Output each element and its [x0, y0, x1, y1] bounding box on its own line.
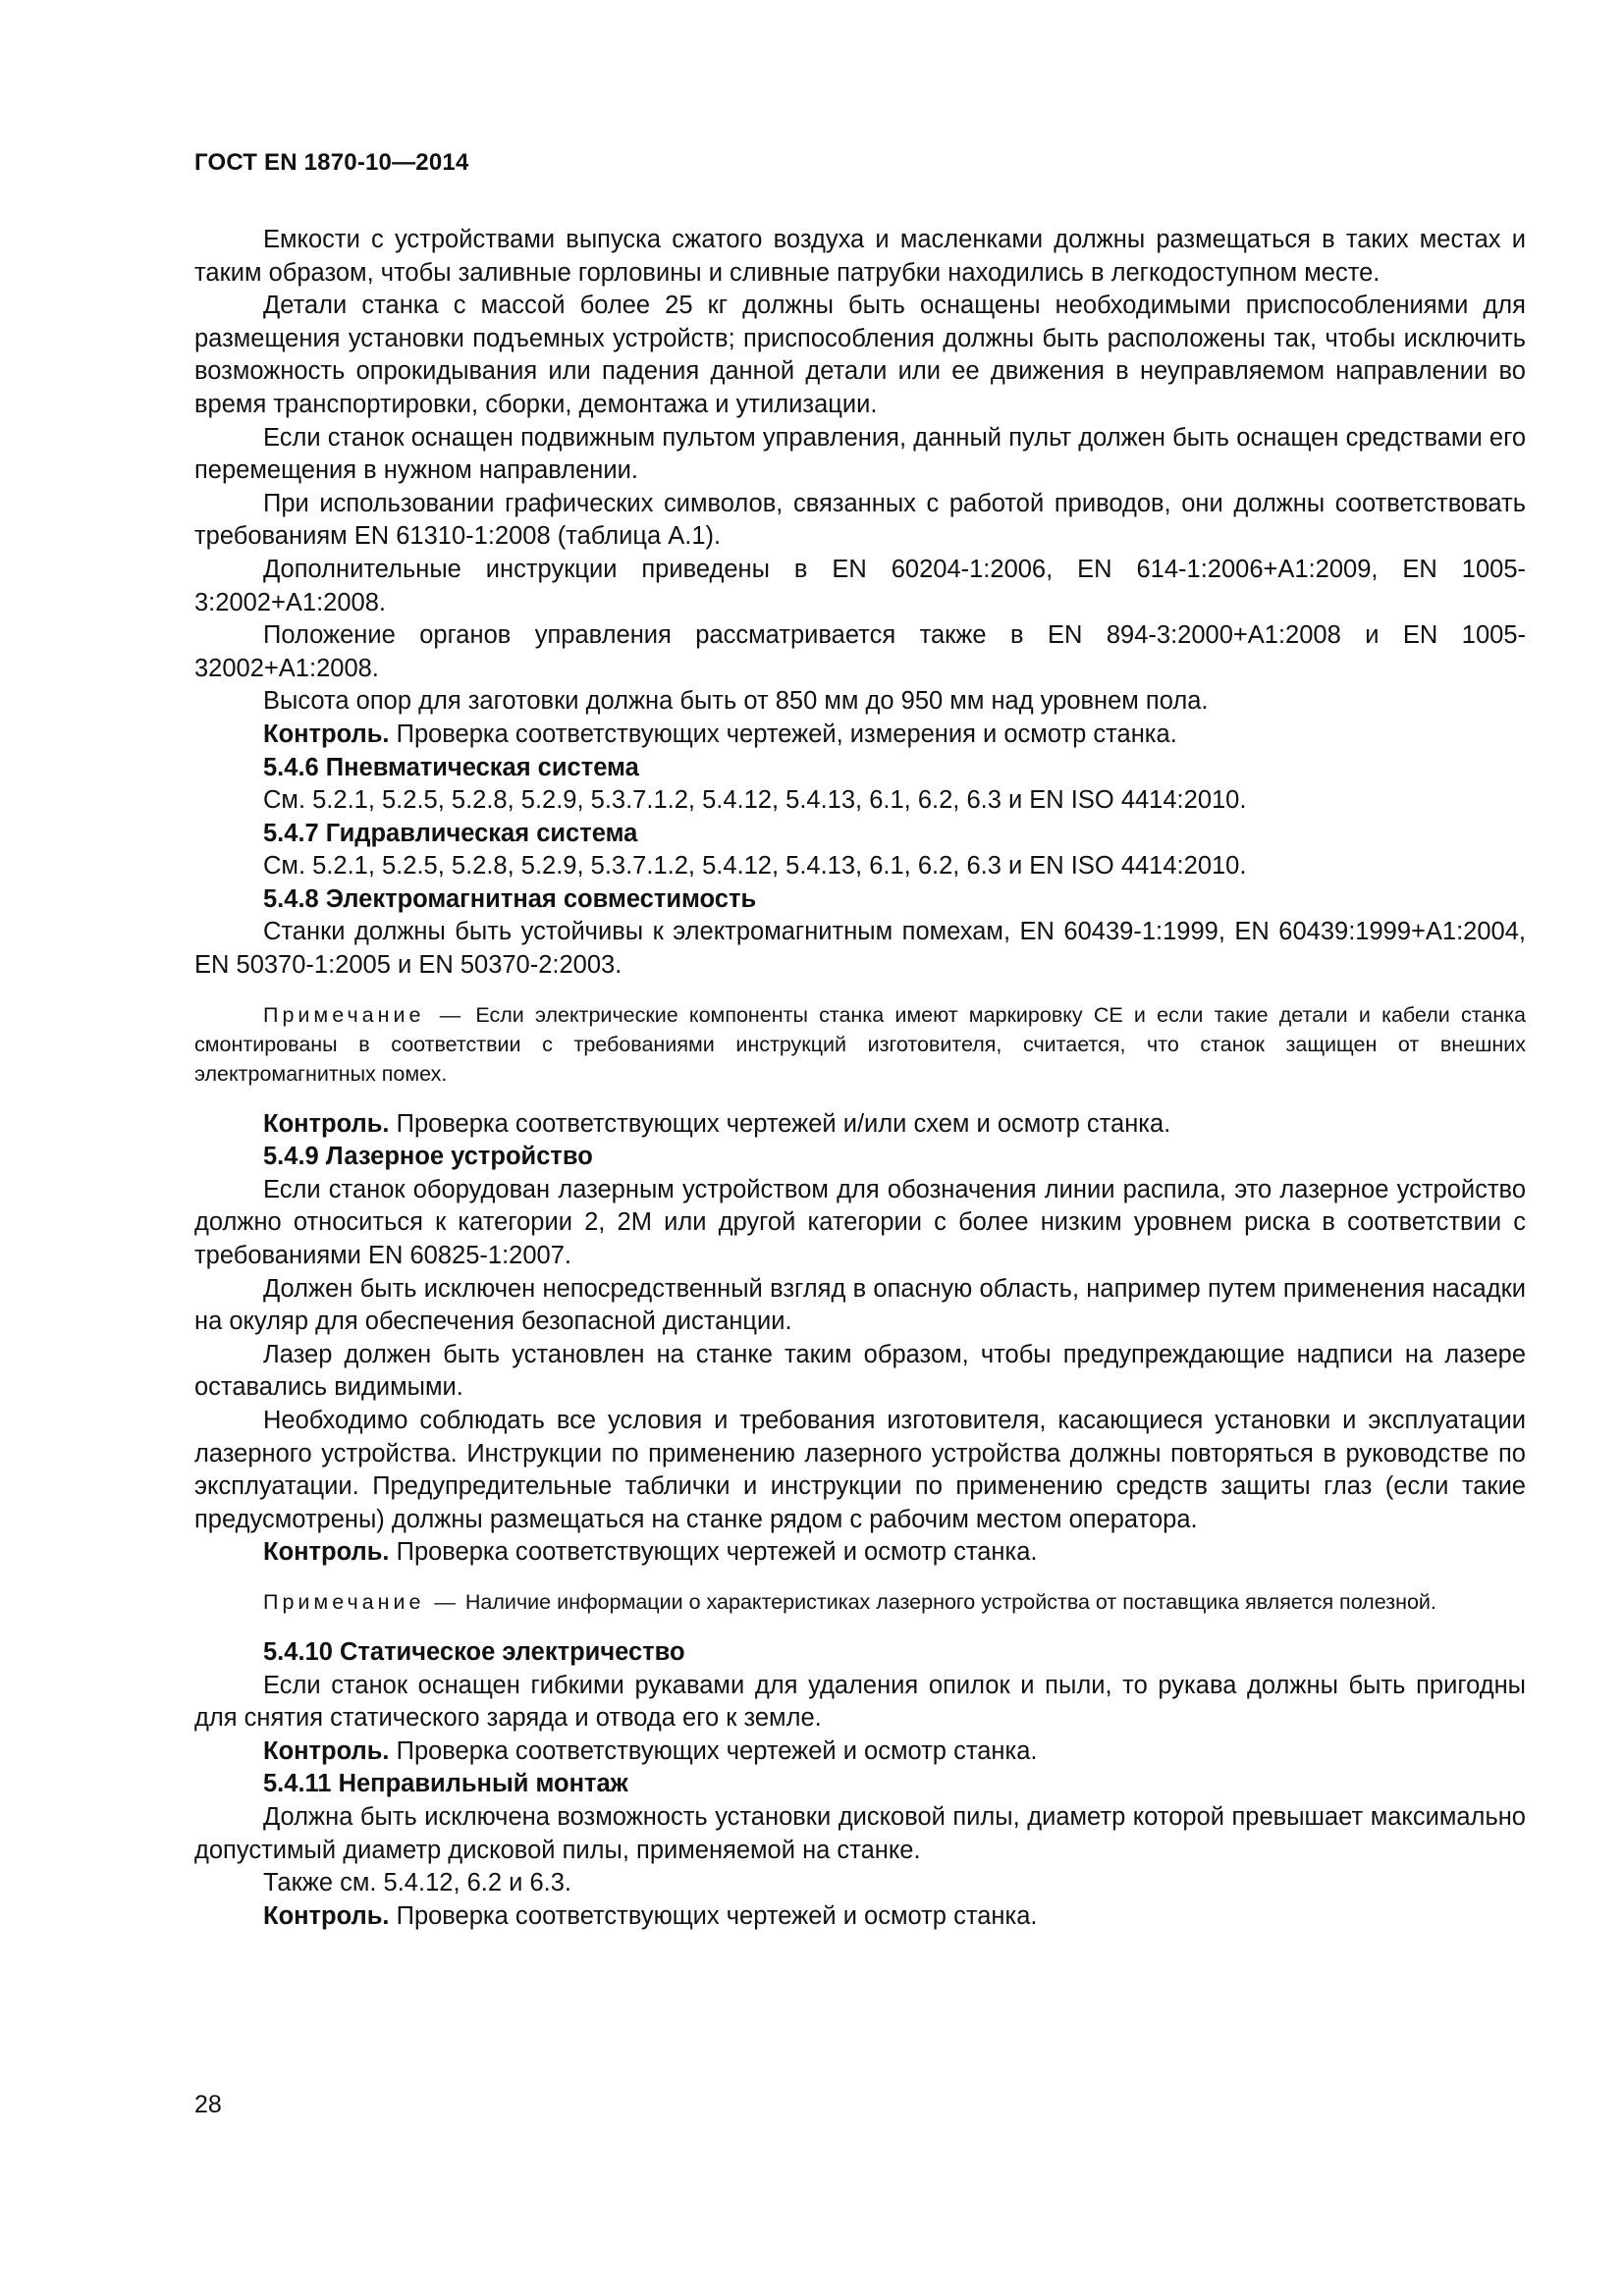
control-text: Проверка соответствующих чертежей и осмотр станка.: [396, 1538, 1038, 1567]
paragraph: Если станок оборудован лазерным устройством для обозначения линии распила, это лазерное устройство должно относиться к категории 2, 2М или другой категории с более низким уровнем риска в соответствии с требованиями EN 60825-1:2007.: [194, 1175, 1526, 1270]
paragraph: Необходимо соблюдать все условия и требования изготовителя, касающиеся установки и эксплуатации лазерного устройства. Инструкции по применению лазерного устройства должны повторяться в руководстве по эксплуатации. Предупредительные таблички и инструкции по применению средств защиты глаз (если такие предусмотрены) должны размещаться на станке рядом с рабочим местом оператора.: [194, 1407, 1526, 1533]
control-paragraph: [194, 719, 1526, 752]
control-label: Контроль.: [263, 1538, 390, 1567]
note-label: Примечание —: [263, 1002, 465, 1027]
section-heading-5-4-9: 5.4.9 Лазерное устройство: [263, 1143, 593, 1171]
control-label: Контроль.: [263, 720, 390, 748]
note-paragraph: [194, 1587, 1526, 1617]
section-heading-5-4-8: 5.4.8 Электромагнитная совместимость: [263, 884, 757, 913]
control-paragraph: [194, 1735, 1526, 1769]
paragraph: Положение органов управления рассматривается также в EN 894-3:2000+A1:2008 и EN 1005-32002+A1:2008.: [194, 621, 1526, 682]
note-text: Наличие информации о характеристиках лазерного устройства от поставщика является полезной.: [464, 1589, 1436, 1614]
document-header: ГОСТ EN 1870-10—2014: [194, 149, 469, 176]
control-label: Контроль.: [263, 1901, 390, 1930]
page-number: 28: [194, 2091, 222, 2118]
paragraph: См. 5.2.1, 5.2.5, 5.2.8, 5.2.9, 5.3.7.1.2, 5.4.12, 5.4.13, 6.1, 6.2, 6.3 и EN ISO 4414:2010.: [263, 786, 1247, 815]
paragraph: Станки должны быть устойчивы к электромагнитным помехам, EN 60439-1:1999, EN 60439:1999+A1:2004, EN 50370-1:2005 и EN 50370-2:2003.: [194, 918, 1526, 980]
paragraph: Должна быть исключена возможность установки дисковой пилы, диаметр которой превышает максимально допустимый диаметр дисковой пилы, применяемой на станке.: [194, 1802, 1526, 1864]
note-paragraph: [194, 1000, 1526, 1089]
paragraph: Детали станка с массой более 25 кг должны быть оснащены необходимыми приспособлениями для размещения установки подъемных устройств; приспособления должны быть расположены так, чтобы исключить возможность опрокидывания или падения данной детали или ее движения в неуправляемом направлении во время транспортировки, сборки, демонтажа и утилизации.: [194, 292, 1526, 418]
control-paragraph: [194, 1536, 1526, 1570]
control-text: Проверка соответствующих чертежей и/или схем и осмотр станка.: [396, 1109, 1171, 1138]
control-paragraph: [194, 1900, 1526, 1934]
paragraph: Если станок оснащен гибкими рукавами для удаления опилок и пыли, то рукава должны быть пригодны для снятия статического заряда и отвода его к земле.: [194, 1671, 1526, 1733]
section-heading-5-4-11: 5.4.11 Неправильный монтаж: [263, 1770, 628, 1798]
section-heading-5-4-10: 5.4.10 Статическое электричество: [263, 1637, 685, 1666]
control-label: Контроль.: [263, 1736, 390, 1765]
paragraph: Емкости с устройствами выпуска сжатого воздуха и масленками должны размещаться в таких местах и таким образом, чтобы заливные горловины и сливные патрубки находились в легкодоступном месте.: [194, 226, 1526, 287]
control-text: Проверка соответствующих чертежей и осмотр станка.: [396, 1736, 1038, 1765]
control-paragraph: [194, 1108, 1526, 1142]
section-heading-5-4-6: 5.4.6 Пневматическая система: [263, 753, 639, 781]
control-label: Контроль.: [263, 1109, 390, 1138]
paragraph: Также см. 5.4.12, 6.2 и 6.3.: [263, 1869, 572, 1897]
section-heading-5-4-7: 5.4.7 Гидравлическая система: [263, 819, 638, 847]
paragraph: Должен быть исключен непосредственный взгляд в опасную область, например путем применения насадки на окуляр для обеспечения безопасной дистанции.: [194, 1274, 1526, 1336]
paragraph: Высота опор для заготовки должна быть от 850 мм до 950 мм над уровнем пола.: [263, 687, 1209, 716]
document-body: [194, 224, 1526, 1933]
note-text: Если электрические компоненты станка имеют маркировку СЕ и если такие детали и кабели станка смонтированы в соответствии с требованиями инструкций изготовителя, считается, что станок защищен от внешних электромагнитных помех.: [194, 1002, 1526, 1086]
paragraph: Лазер должен быть установлен на станке таким образом, чтобы предупреждающие надписи на лазере оставались видимыми.: [194, 1340, 1526, 1402]
control-text: Проверка соответствующих чертежей и осмотр станка.: [396, 1901, 1038, 1930]
control-text: Проверка соответствующих чертежей, измерения и осмотр станка.: [396, 720, 1177, 748]
paragraph: Если станок оснащен подвижным пультом управления, данный пульт должен быть оснащен средствами его перемещения в нужном направлении.: [194, 423, 1526, 485]
note-label: Примечание —: [263, 1589, 460, 1614]
paragraph: При использовании графических символов, связанных с работой приводов, они должны соответствовать требованиям EN 61310-1:2008 (таблица А.1).: [194, 489, 1526, 551]
paragraph: См. 5.2.1, 5.2.5, 5.2.8, 5.2.9, 5.3.7.1.2, 5.4.12, 5.4.13, 6.1, 6.2, 6.3 и EN ISO 4414:2010.: [263, 852, 1247, 881]
paragraph: Дополнительные инструкции приведены в EN 60204-1:2006, EN 614-1:2006+A1:2009, EN 1005-3:2002+A1:2008.: [194, 555, 1526, 616]
